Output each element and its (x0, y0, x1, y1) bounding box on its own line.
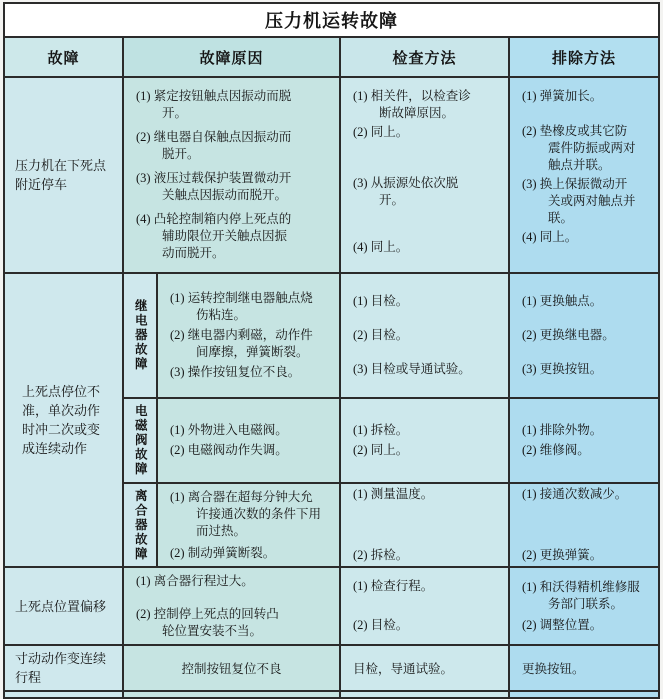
list-item: (1) 离合器行程过大。 (136, 573, 254, 588)
list-item: (2) 控制停上死点的回转凸轮位置安装不当。 (136, 606, 279, 638)
partial-next-row-fault (5, 692, 122, 697)
list-item: (2) 继电器自保触点因振动而脱开。 (136, 130, 292, 161)
list-item: (3) 操作按钮复位不良。 (170, 365, 301, 379)
list-item: (1) 目检。 (353, 294, 409, 308)
list-item: (2) 调整位置。 (522, 617, 603, 632)
subfault-label-clutch (124, 484, 156, 566)
column-header-elimination: 排除方法 (510, 38, 658, 76)
table-title: 压力机运转故障 (5, 4, 658, 36)
fault-cell-jog-continuous: 寸动动作变连续行程 (5, 646, 122, 690)
list-item: (2) 更换弹簧。 (522, 548, 603, 562)
partial-next-row-elimination (510, 692, 658, 697)
cause-list-tdc-position-shift (124, 568, 339, 644)
column-header-fault: 故障 (5, 38, 122, 76)
cause-list-relay (158, 274, 339, 397)
partial-next-row-cause (124, 692, 339, 697)
cause-list-clutch (158, 484, 339, 566)
fault-table-sheet (3, 2, 660, 699)
fault-cell-tdc-position-shift: 上死点位置偏移 (5, 568, 122, 644)
subfault-label-clutch-text: 离合器故障 (133, 488, 148, 562)
elimination-list-stop-near-bdc (510, 78, 658, 272)
list-item: (2) 继电器内剩磁，动作件间摩擦，弹簧断裂。 (170, 328, 313, 359)
list-item: (1) 接通次数减少。 (522, 487, 628, 501)
partial-next-row-inspection (341, 692, 508, 697)
list-item: (3) 更换按钮。 (522, 362, 603, 376)
elimination-list-tdc-position-shift (510, 568, 658, 644)
subfault-label-relay-text: 继电器故障 (133, 299, 148, 372)
subfault-label-relay (124, 274, 156, 397)
subfault-label-solenoid-valve-text: 电磁阀故障 (133, 404, 148, 477)
list-item: (1) 检查行程。 (353, 579, 434, 593)
fault-table (5, 38, 658, 697)
fault-cell-stop-near-bdc: 压力机在下死点附近停车 (5, 78, 122, 272)
list-item: (2) 更换继电器。 (522, 328, 615, 342)
cause-cell-jog-continuous: 控制按钮复位不良 (124, 646, 339, 690)
inspection-list-tdc-position-shift (341, 568, 508, 644)
list-item: (3) 液压过载保护装置微动开关触点因振动而脱开。 (136, 171, 292, 202)
fault-cell-tdc-stop-inaccurate: 上死点停位不准，单次动作时冲二次或变成连续动作 (5, 274, 122, 566)
list-item: (1) 离合器在超每分钟大允许接通次数的条件下用而过热。 (170, 489, 322, 538)
list-item: (3) 从振源处依次脱开。 (353, 176, 459, 207)
list-item: (4) 凸轮控制箱内停上死点的辅助限位开关触点因振动而脱开。 (136, 212, 292, 260)
list-item: (1) 相关件，以检查诊断故障原因。 (353, 89, 471, 120)
list-item: (1) 运转控制继电器触点烧伤粘连。 (170, 291, 313, 322)
list-item: (2) 垫橡皮或其它防震件防振或两对触点并联。 (522, 124, 636, 172)
list-item: (1) 和沃得精机维修服务部门联系。 (522, 579, 640, 611)
cause-list-solenoid-valve (158, 399, 339, 482)
list-item: (1) 拆检。 (353, 423, 409, 437)
cause-list-stop-near-bdc (124, 78, 339, 272)
list-item: (2) 目检。 (353, 618, 409, 632)
list-item: (2) 电磁阀动作失调。 (170, 443, 288, 457)
elimination-list-relay (510, 274, 658, 397)
list-item: (1) 更换触点。 (522, 294, 603, 308)
list-item: (1) 弹簧加长。 (522, 89, 603, 103)
column-header-inspection: 检查方法 (341, 38, 508, 76)
list-item: (2) 目检。 (353, 328, 409, 342)
list-item: (4) 同上。 (353, 240, 409, 254)
list-item: (1) 测量温度。 (353, 487, 434, 501)
list-item: (2) 维修阀。 (522, 443, 590, 457)
list-item: (3) 换上保振微动开关或两对触点并联。 (522, 177, 636, 225)
inspection-list-relay (341, 274, 508, 397)
inspection-cell-jog-continuous: 目检，导通试验。 (341, 646, 508, 690)
elimination-cell-jog-continuous: 更换按钮。 (510, 646, 658, 690)
list-item: (1) 排除外物。 (522, 423, 603, 437)
list-item: (3) 目检或导通试验。 (353, 362, 471, 376)
list-item: (1) 外物进入电磁阀。 (170, 423, 288, 437)
subfault-label-solenoid-valve (124, 399, 156, 482)
column-header-cause: 故障原因 (124, 38, 339, 76)
elimination-list-solenoid-valve (510, 399, 658, 482)
inspection-list-solenoid-valve (341, 399, 508, 482)
list-item: (1) 紧定按钮触点因振动而脱开。 (136, 89, 292, 120)
inspection-list-clutch (341, 484, 508, 566)
elimination-list-clutch (510, 484, 658, 566)
list-item: (4) 同上。 (522, 230, 578, 244)
inspection-list-stop-near-bdc (341, 78, 508, 272)
list-item: (2) 同上。 (353, 443, 409, 457)
list-item: (2) 同上。 (353, 125, 409, 139)
list-item: (2) 制动弹簧断裂。 (170, 545, 276, 560)
list-item: (2) 拆检。 (353, 548, 409, 562)
